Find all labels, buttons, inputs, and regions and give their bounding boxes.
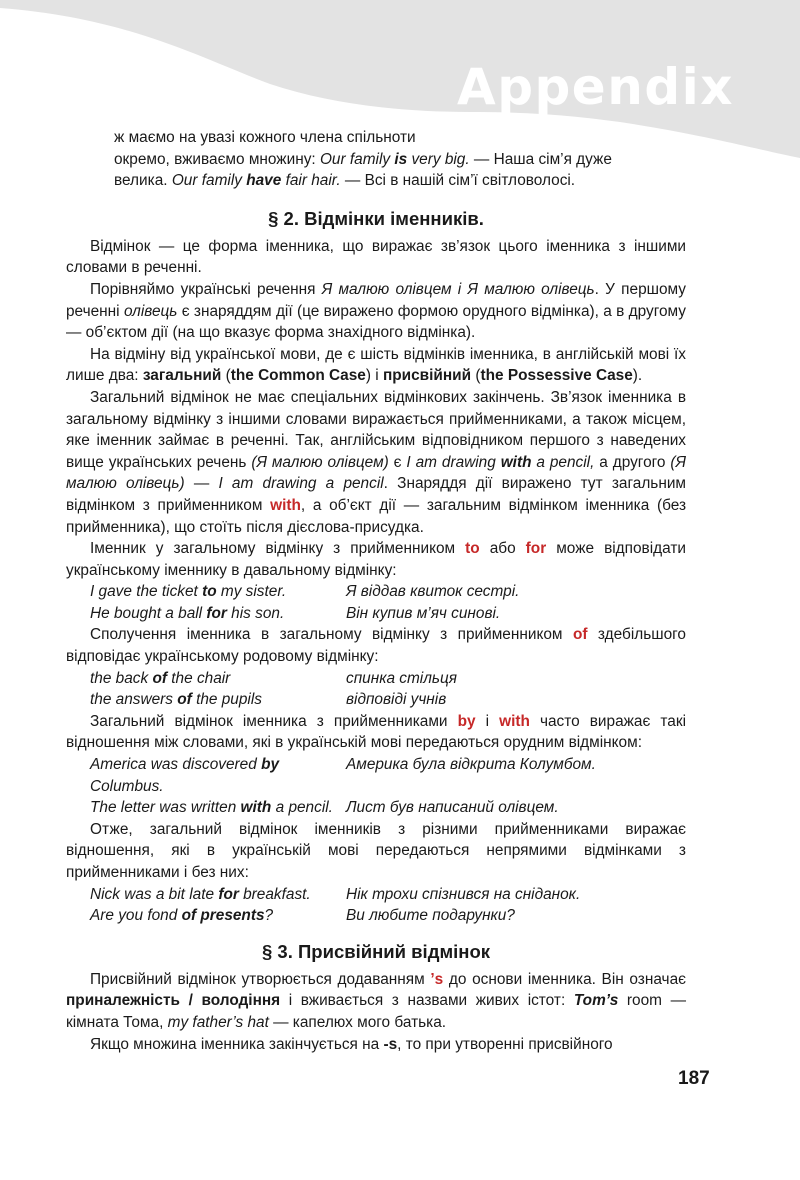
example-row: the answers of the pupils відповіді учнів: [90, 691, 447, 709]
section-2-paragraph-6: Сполучення іменника в загальному відмінку з прийменником of здебільшого відповідає українському родовому відмінку:: [66, 626, 686, 666]
section-2-paragraph-4: Загальний відмінок не має спеціальних відмінкових закінчень. Зв’язок іменника в загальному відмінку з іншими словами виражається прийменниками, а також місцем, яке іменник займає в реченні. Так, англійським відповідником першого з наведених вище українських речень (Я малюю олівцем) є I am drawing with a pencil, а другого (Я малюю олівець) — I am drawing a pencil. Знаряддя дії виражено тут загальним відмінком з прийменником with, а об’єкт дії — загальним відмінком іменника (без прийменника), що стоїть після дієслова-присудка.: [66, 388, 687, 536]
section-2-paragraph-7: Загальний відмінок іменника з прийменниками by і with часто виражає такі відношення між словами, які в українській мові передаються орудним відмінком:: [66, 712, 686, 752]
page-content: [66, 127, 686, 1055]
example-row: Are you fond of presents? Ви любите подарунки?: [90, 907, 515, 925]
section-2-heading: § 2. Відмінки іменників.: [268, 207, 484, 229]
page-number: 187: [678, 1068, 710, 1089]
example-row: He bought a ball for his son. Він купив м’яч синові.: [90, 604, 501, 622]
example-row: the back of the chair спинка стільця: [90, 669, 458, 687]
example-row: I gave the ticket to my sister. Я віддав квиток сестрі.: [90, 583, 520, 601]
section-2-paragraph-3: На відміну від української мови, де є шість відмінків іменника, в англійській мові їх лише два: загальний (the Common Case) і присвійний (the Possessive Case).: [66, 345, 686, 385]
example-row: The letter was written with a pencil. Лист був написаний олівцем.: [90, 799, 559, 817]
section-2-paragraph-2: Порівняймо українські речення Я малюю олівцем і Я малюю олівець. У першому реченні олівець є знаряддям дії (це виражено формою орудного відмінка), а в другому — об’єктом дії (на що вказує форма знахідного відмінка).: [66, 280, 686, 342]
section-2-paragraph-1: Відмінок — це форма іменника, що виражає зв’язок цього іменника з іншими словами в реченні.: [66, 237, 686, 277]
section-2-paragraph-8: Отже, загальний відмінок іменників з різними прийменниками виражає відношення, які в українській мові передаються непрямими відмінками з прийменниками і без них:: [66, 820, 686, 881]
example-row: Nick was a bit late for breakfast. Нік трохи спізнився на сніданок.: [90, 885, 581, 903]
intro-line-2: окремо, вживаємо множину: Our family is very big. — Наша сім’я дуже: [114, 150, 612, 168]
appendix-title: Appendix: [457, 58, 734, 116]
section-3-paragraph-1: Присвійний відмінок утворюється додаванням ’s до основи іменника. Він означає приналежність / володіння і вживається з назвами живих істот: Tom’s room — кімната Тома, my father’s hat — капелюх мого батька.: [66, 970, 686, 1031]
intro-line-1: ж маємо на увазі кожного члена спільноти: [114, 129, 416, 146]
section-3-paragraph-2: Якщо множина іменника закінчується на -s, то при утворенні присвійного: [90, 1035, 613, 1053]
section-3-heading: § 3. Присвійний відмінок: [261, 940, 491, 962]
intro-line-3: велика. Our family have fair hair. — Всі в нашій сім’ї світловолосі.: [114, 172, 576, 190]
section-2-paragraph-5: Іменник у загальному відмінку з прийменником to або for може відповідати українському іменнику в давальному відмінку:: [66, 540, 686, 579]
example-row: America was discovered by Columbus. Америка була відкрита Колумбом.: [90, 756, 596, 795]
